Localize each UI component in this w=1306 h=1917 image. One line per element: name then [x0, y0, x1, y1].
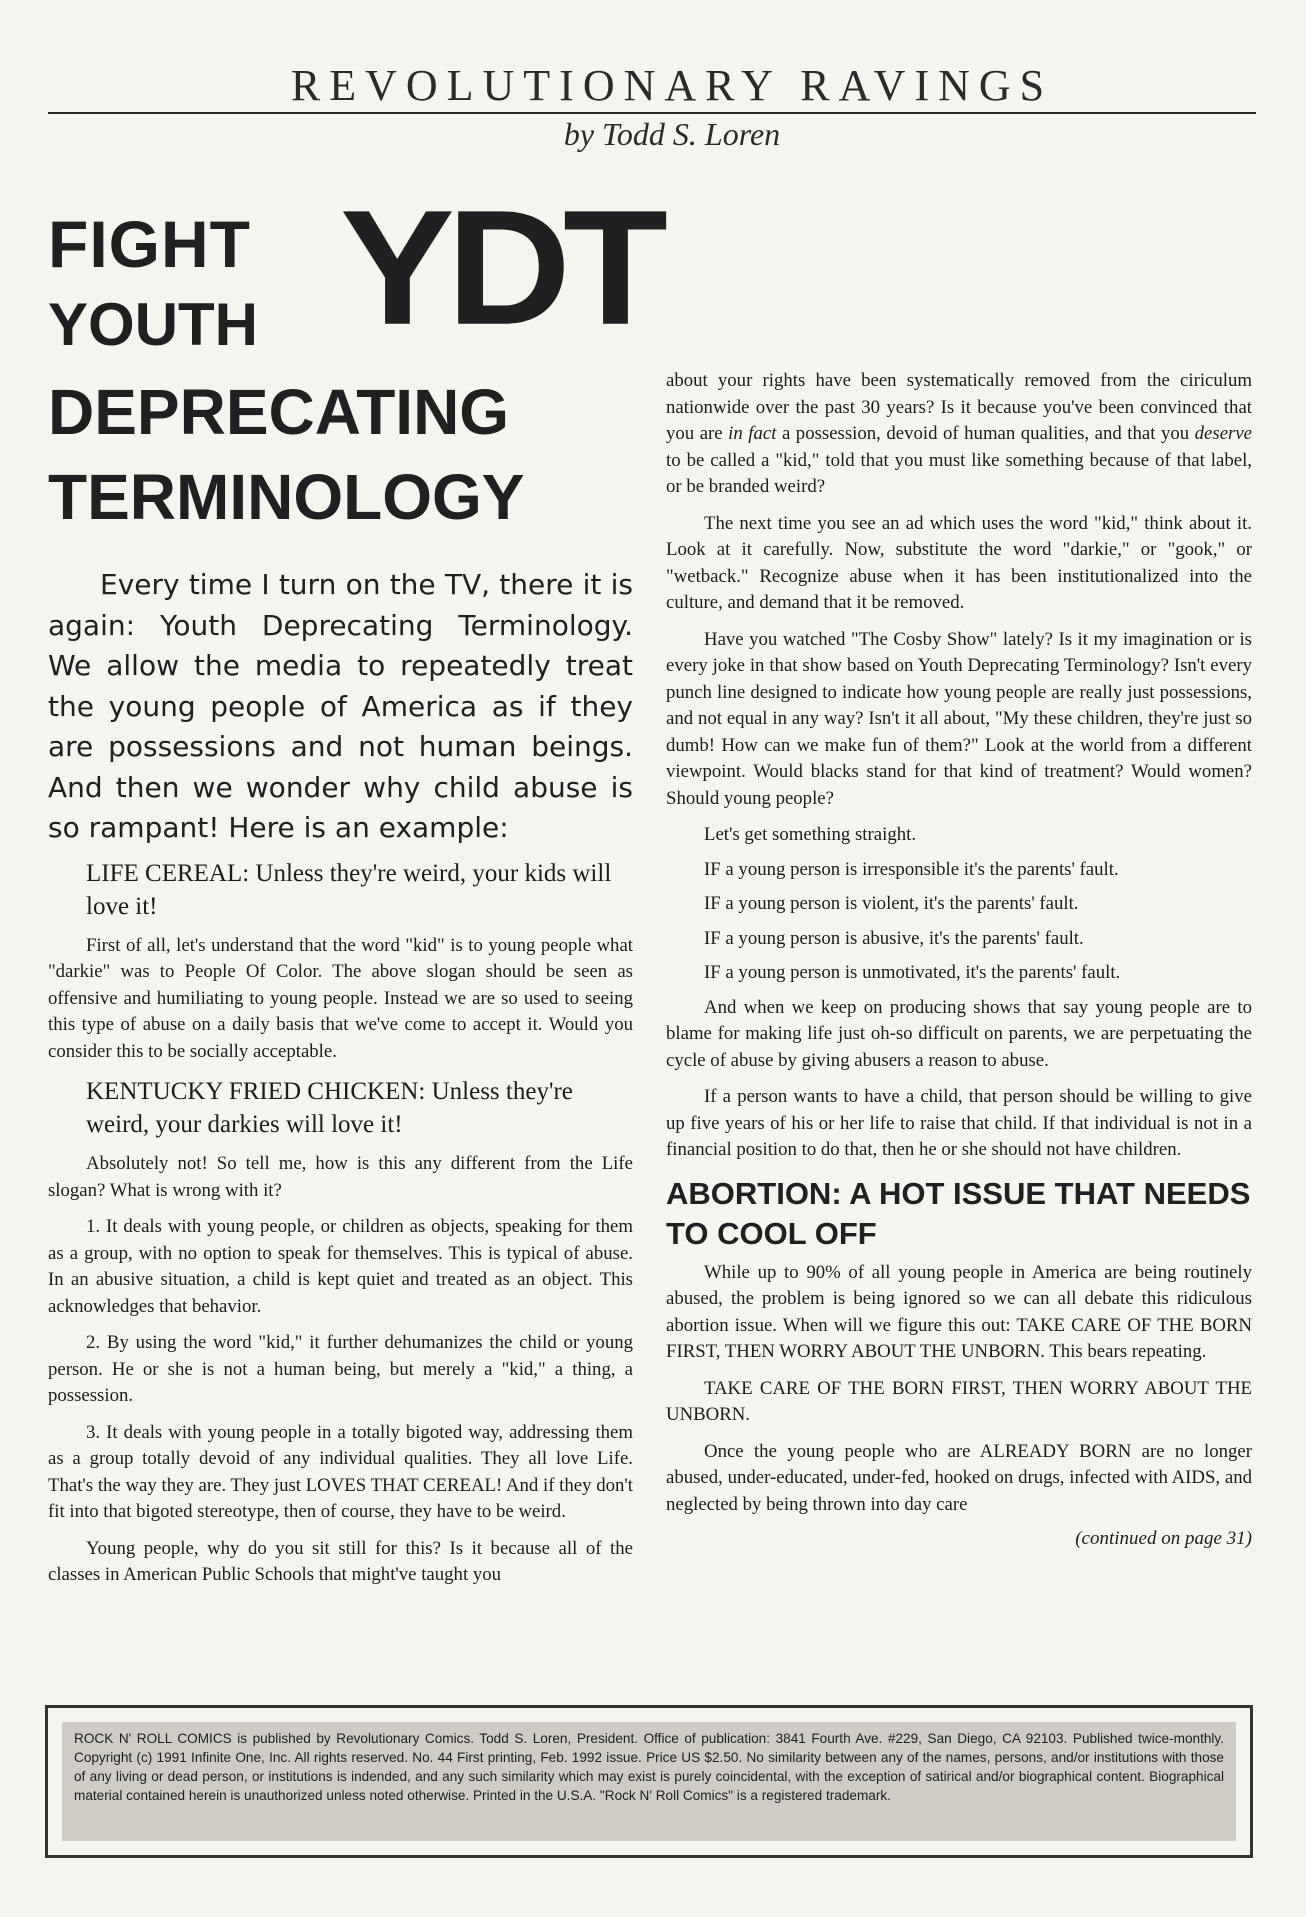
header-rule: [48, 112, 1256, 114]
body-paragraph: Absolutely not! So tell me, how is this any different from the Life slogan? What is wrong with it?: [48, 1153, 633, 1201]
slogan-life-cereal: LIFE CEREAL: Unless they're weird, your kids will love it!: [86, 859, 612, 920]
body-paragraph: Young people, why do you sit still for this? Is it because all of the classes in American Public Schools that might've taught you: [48, 1537, 633, 1585]
lead-paragraph: Every time I turn on the TV, there it is again: Youth Deprecating Terminology. We allow the media to repeatedly treat the young people of America as if they are possessions and not human beings. And then we wonder why child abuse is so rampant! Here is an example:: [48, 568, 633, 844]
numbered-point: 2. By using the word "kid," it further dehumanizes the child or young person. He or she is not a human being, but merely a "kid," a thing, a possession.: [48, 1332, 633, 1406]
body-paragraph: TAKE CARE OF THE BORN FIRST, THEN WORRY ABOUT THE UNBORN.: [666, 1377, 1252, 1425]
body-paragraph: about your rights have been systematically removed from the ciriculum nationwide over the past 30 years? Is it because you've been convinced that you are in fact a possession, devoid of human qualities, and that you deserve to be called a "kid," told that you must like something because of that label, or be branded weird?: [666, 370, 1253, 497]
body-paragraph: Have you watched "The Cosby Show" lately? Is it my imagination or is every joke in that show based on Youth Deprecating Terminology? Isn't every punch line designed to indicate how young people are really just possessions, and not equal in any way? Isn't it all about, "My these children, they're just so dumb! How can we make fun of them?" Look at the world from a different viewpoint. Would blacks stand for that kind of treatment? Would women? Should young people?: [666, 628, 1252, 809]
headline-terminology: TERMINOLOGY: [48, 461, 525, 533]
body-paragraph: Once the young people who are ALREADY BORN are no longer abused, under-educated, under-fed, hooked on drugs, infected with AIDS, and neglected by being thrown into day care: [666, 1440, 1252, 1515]
fault-item: IF a young person is violent, it's the parents' fault.: [704, 893, 1079, 914]
right-column: [666, 368, 1252, 1550]
continued-note: (continued on page 31): [1075, 1528, 1252, 1549]
headline-fight: FIGHT: [48, 207, 251, 281]
slogan-kfc: KENTUCKY FRIED CHICKEN: Unless they're weird, your darkies will love it!: [86, 1078, 573, 1138]
numbered-point: 1. It deals with young people, or children as objects, speaking for them as a group, with no option to speak for themselves. This is typical of abuse. In an abusive situation, a child is kept quiet and treated as an object. This acknowledges that behavior.: [48, 1216, 633, 1317]
emphasis-in-fact: in fact: [728, 423, 777, 444]
fault-list: [666, 857, 1252, 987]
body-paragraph: If a person wants to have a child, that person should be willing to give up five years of his or her life to raise that child. If that individual is not in a financial position to do that, then he or she should not have children.: [666, 1086, 1252, 1160]
body-paragraph: Let's get something straight.: [704, 824, 917, 845]
section-subhead: ABORTION: A HOT ISSUE THAT NEEDS TO COOL OFF: [666, 1175, 1251, 1251]
body-paragraph: While up to 90% of all young people in America are being routinely abused, the problem is being ignored so we can all debate this ridiculous abortion issue. When will we figure this out: TAKE CARE OF THE BORN FIRST, THEN WORRY ABOUT THE UNBORN. This bears repeating.: [666, 1261, 1252, 1362]
numbered-points: [48, 1214, 633, 1526]
emphasis-deserve: deserve: [1194, 423, 1253, 444]
column-title: REVOLUTIONARY RAVINGS: [290, 61, 1054, 110]
column-header: [48, 62, 1256, 153]
body-paragraph: And when we keep on producing shows that say young people are to blame for making life just oh-so difficult on parents, we are perpetuating the cycle of abuse by giving abusers a reason to abuse.: [666, 996, 1252, 1071]
body-paragraph: The next time you see an ad which uses the word "kid," think about it. Look at it carefully. Now, substitute the word "darkie," or "gook," or "wetback." Recognize abuse when it has been institutionalized into the culture, and demand that it be removed.: [666, 512, 1252, 613]
indicia-text: ROCK N' ROLL COMICS is published by Revolutionary Comics. Todd S. Loren, President. Office of publication: 3841 Fourth Ave. #229, San Diego, CA 92103. Published twice-monthly. Copyright (c) 1991 Infinite One, Inc. All rights reserved. No. 44 First printing, Feb. 1992 issue. Price US $2.50. No similarity between any of the names, persons, and/or institutions with those of any living or dead person, or institutions is indended, and any such similarity which may exist is purely coincidental, with the exception of satirical and/or biographical content. Biographical material contained herein is unauthorized unless noted otherwise. Printed in the U.S.A. "Rock N' Roll Comics" is a registered trademark.: [62, 1722, 1236, 1841]
headline-youth: YOUTH: [48, 291, 258, 358]
numbered-point: 3. It deals with young people in a totally bigoted way, addressing them as a group totally devoid of any individual qualities. They all love Life. That's the way they are. They just LOVES THAT CEREAL! And if they don't fit into that bigoted stereotype, then of course, they have to be weird.: [48, 1421, 633, 1522]
body-paragraph: First of all, let's understand that the word "kid" is to young people what "darkie" was to People Of Color. The above slogan should be seen as offensive and humiliating to young people. Instead we are so used to seeing this type of abuse on a daily basis that we've come to accept it. Would you consider this to be socially acceptable.: [48, 934, 633, 1062]
byline: by Todd S. Loren: [563, 116, 781, 152]
article-headline: [48, 176, 660, 540]
headline-deprecating: DEPRECATING: [48, 376, 510, 448]
fault-item: IF a young person is abusive, it's the parents' fault.: [704, 927, 1084, 949]
left-column: [48, 565, 633, 1599]
fault-item: IF a young person is irresponsible it's the parents' fault.: [704, 858, 1119, 880]
headline-ydt-logo: YDT: [340, 176, 660, 359]
publication-indicia-box: [45, 1705, 1253, 1858]
fault-item: IF a young person is unmotivated, it's the parents' fault.: [704, 962, 1121, 983]
